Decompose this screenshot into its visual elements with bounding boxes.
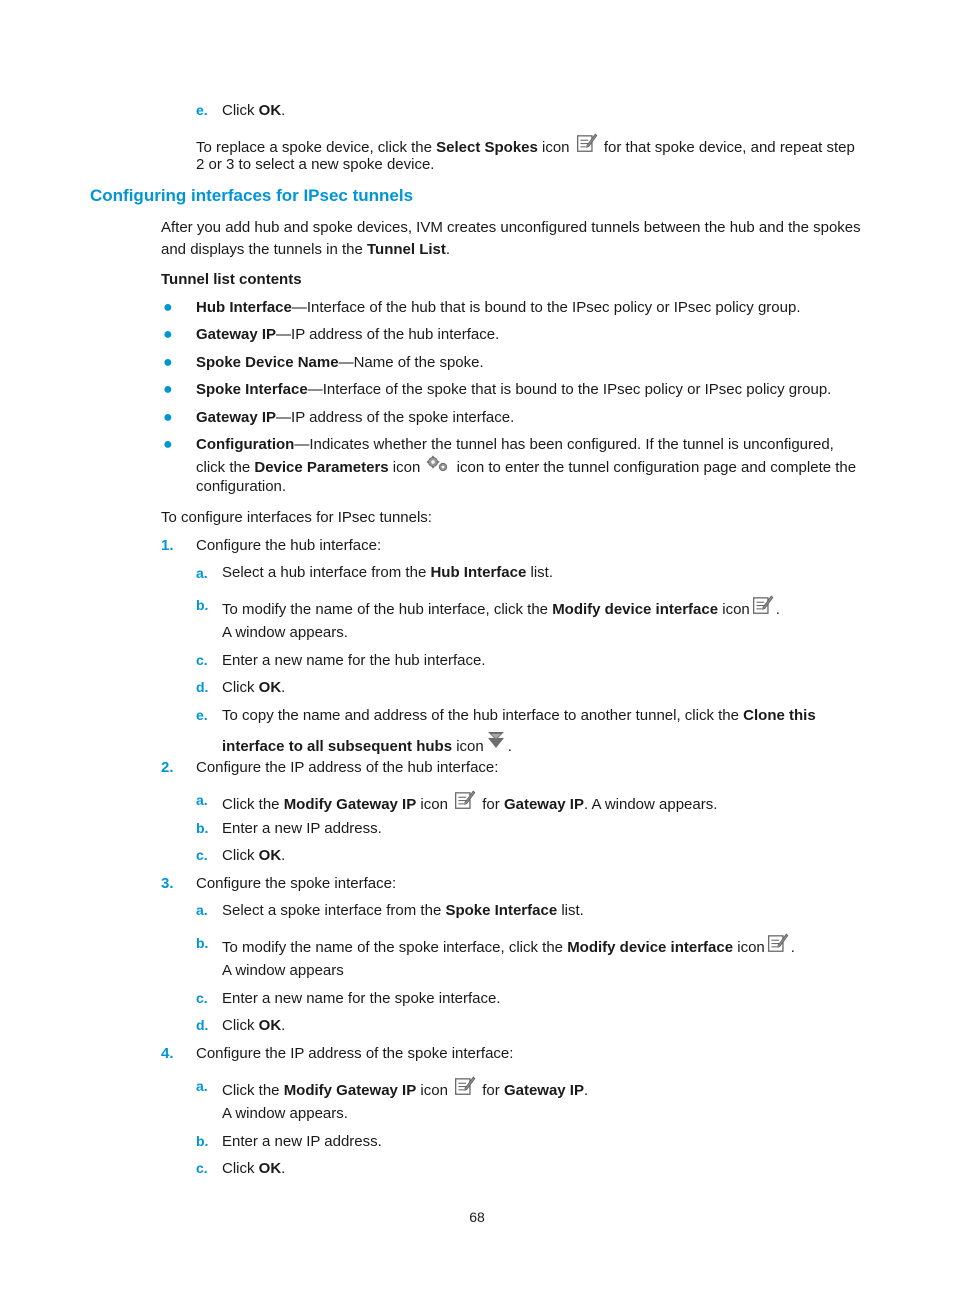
sub-label: e.: [196, 707, 208, 723]
bullet-dot: ●: [163, 299, 173, 316]
bullet-desc: —Name of the spoke.: [338, 354, 484, 371]
text: icon: [416, 1082, 448, 1099]
bold-text: Modify Gateway IP: [283, 796, 417, 813]
bullet-item: [196, 434, 834, 455]
step-text: Configure the hub interface:: [196, 537, 382, 554]
sub-step: [222, 1015, 285, 1036]
text: and displays the tunnels in the: [161, 241, 367, 258]
modify-device-interface-icon[interactable]: [752, 594, 774, 616]
text: .: [281, 679, 286, 696]
sub-step: [222, 1158, 285, 1179]
step-text: [222, 100, 285, 121]
modify-gateway-ip-icon[interactable]: [454, 789, 476, 811]
text: Click: [222, 679, 259, 696]
bullet-dot: ●: [163, 381, 173, 398]
procedure-intro: To configure interfaces for IPsec tunnels:: [161, 509, 432, 526]
page-number: 68: [469, 1209, 485, 1225]
text: for: [478, 1082, 504, 1099]
sub-step: [222, 677, 285, 698]
device-parameters-icon[interactable]: [426, 455, 450, 473]
bold-text: OK: [258, 1017, 282, 1034]
sub-step: Enter a new IP address.: [222, 820, 382, 837]
text: icon: [416, 796, 448, 813]
sub-step: [222, 1075, 588, 1101]
subheading: Tunnel list contents: [161, 271, 302, 288]
bullet-term: Gateway IP: [196, 326, 277, 343]
select-spokes-icon[interactable]: [576, 132, 598, 154]
modify-gateway-ip-icon[interactable]: [454, 1075, 476, 1097]
bullet-desc: —IP address of the hub interface.: [276, 326, 500, 343]
bullet-dot: ●: [163, 326, 173, 343]
text: for that spoke device, and repeat step: [599, 139, 855, 156]
text: Click the: [222, 1082, 284, 1099]
bold-text: OK: [258, 1160, 282, 1177]
bold-text: Tunnel List: [366, 241, 446, 258]
sub-label: d.: [196, 1017, 209, 1033]
bullet-item: [196, 379, 831, 400]
bullet-dot: ●: [163, 409, 173, 426]
text: list.: [557, 902, 584, 919]
sub-label: a.: [196, 1078, 208, 1094]
bullet-item-line3: configuration.: [196, 478, 287, 495]
text: icon: [452, 738, 484, 755]
section-title: Configuring interfaces for IPsec tunnels: [90, 186, 414, 205]
sub-label: a.: [196, 792, 208, 808]
step-number: 2.: [161, 759, 174, 776]
sub-step: [222, 705, 816, 726]
text: .: [775, 601, 780, 618]
text: for: [478, 796, 504, 813]
text: .: [445, 241, 451, 258]
sub-step: Enter a new name for the spoke interface.: [222, 990, 501, 1007]
bullet-desc: —Interface of the hub that is bound to the IPsec policy or IPsec policy group.: [291, 299, 801, 316]
bold-text: Spoke Interface: [445, 902, 558, 919]
text: icon: [537, 139, 570, 156]
text: Click: [222, 1017, 259, 1034]
text: .: [583, 1082, 589, 1099]
bullet-item-line2: [196, 455, 856, 478]
clone-down-icon[interactable]: [486, 730, 506, 750]
sub-label: c.: [196, 1160, 208, 1176]
bullet-dot: ●: [163, 436, 173, 453]
bullet-term: Gateway IP: [196, 409, 277, 426]
text: Click: [222, 102, 259, 119]
text: icon: [733, 939, 765, 956]
bullet-item: [196, 352, 484, 373]
sub-label: b.: [196, 935, 209, 951]
sub-step: [222, 594, 780, 620]
bullet-term: Hub Interface: [196, 299, 292, 316]
bold-text: Modify Gateway IP: [283, 1082, 417, 1099]
text: . A window appears.: [583, 796, 718, 813]
sub-step: [222, 789, 717, 815]
bold-text: Device Parameters: [254, 459, 389, 476]
sub-step: Enter a new name for the hub interface.: [222, 652, 486, 669]
text: .: [281, 1017, 286, 1034]
step-number: 3.: [161, 875, 174, 892]
text: icon to enter the tunnel configuration page and complete the: [452, 459, 857, 476]
text: To modify the name of the spoke interface, click the: [222, 939, 568, 956]
text: .: [281, 1160, 286, 1177]
step-text: Configure the IP address of the spoke interface:: [196, 1045, 514, 1062]
bold-text: OK: [258, 847, 282, 864]
step-number: 4.: [161, 1045, 174, 1062]
step-number: 1.: [161, 537, 174, 554]
bullet-item: [196, 324, 499, 345]
sub-label: a.: [196, 565, 208, 581]
sub-label: c.: [196, 990, 208, 1006]
text: To copy the name and address of the hub interface to another tunnel, click the: [222, 707, 744, 724]
text: click the: [196, 459, 255, 476]
sub-step: Enter a new IP address.: [222, 1133, 382, 1150]
bold-text: Hub Interface: [430, 564, 527, 581]
text: list.: [526, 564, 553, 581]
bold-text: Modify device interface: [552, 601, 719, 618]
text: To modify the name of the hub interface, click the: [222, 601, 553, 618]
bold-text: OK: [258, 679, 282, 696]
sub-step: [222, 900, 584, 921]
bullet-term: Spoke Device Name: [196, 354, 339, 371]
bullet-item: [196, 297, 800, 318]
list-label-e: e.: [196, 102, 208, 118]
text: .: [281, 102, 286, 119]
sub-step-line2: [222, 730, 512, 757]
text: Click: [222, 1160, 259, 1177]
bold-text: Select Spokes: [436, 139, 538, 156]
sub-step-line2: A window appears.: [222, 1105, 348, 1122]
bullet-dot: ●: [163, 354, 173, 371]
sub-step: [222, 845, 285, 866]
replace-paragraph-line2: 2 or 3 to select a new spoke device.: [196, 156, 435, 173]
text: To replace a spoke device, click the: [196, 139, 437, 156]
text: Select a hub interface from the: [222, 564, 431, 581]
step-text: Configure the IP address of the hub interface:: [196, 759, 499, 776]
text: .: [507, 738, 512, 755]
bold-text: OK: [258, 102, 282, 119]
sub-step-line2: A window appears.: [222, 624, 348, 641]
text: .: [790, 939, 795, 956]
bold-text: interface to all subsequent hubs: [222, 738, 453, 755]
bold-text: Gateway IP: [503, 1082, 584, 1099]
sub-label: b.: [196, 820, 209, 836]
text: icon: [388, 459, 421, 476]
step-text: Configure the spoke interface:: [196, 875, 397, 892]
text: Click: [222, 847, 259, 864]
intro-line2: [161, 239, 450, 260]
text: icon: [718, 601, 750, 618]
intro-line1: After you add hub and spoke devices, IVM creates unconfigured tunnels between the hub and the spokes: [161, 219, 861, 236]
bold-text: Gateway IP: [503, 796, 584, 813]
bullet-term: Configuration: [196, 436, 295, 453]
sub-step: [222, 932, 795, 958]
sub-label: b.: [196, 597, 209, 613]
bullet-item: [196, 407, 514, 428]
sub-step-line2: A window appears: [222, 962, 344, 979]
sub-label: b.: [196, 1133, 209, 1149]
bullet-desc: —Indicates whether the tunnel has been configured. If the tunnel is unconfigured,: [294, 436, 834, 453]
text: .: [281, 847, 286, 864]
bullet-term: Spoke Interface: [196, 381, 308, 398]
sub-step: [222, 562, 553, 583]
sub-label: c.: [196, 847, 208, 863]
bullet-desc: —IP address of the spoke interface.: [276, 409, 515, 426]
sub-label: c.: [196, 652, 208, 668]
modify-device-interface-icon[interactable]: [767, 932, 789, 954]
bold-text: Clone this: [743, 707, 816, 724]
sub-label: d.: [196, 679, 209, 695]
text: Click the: [222, 796, 284, 813]
bullet-desc: —Interface of the spoke that is bound to the IPsec policy or IPsec policy group.: [307, 381, 832, 398]
sub-label: a.: [196, 902, 208, 918]
bold-text: Modify device interface: [567, 939, 734, 956]
text: Select a spoke interface from the: [222, 902, 446, 919]
